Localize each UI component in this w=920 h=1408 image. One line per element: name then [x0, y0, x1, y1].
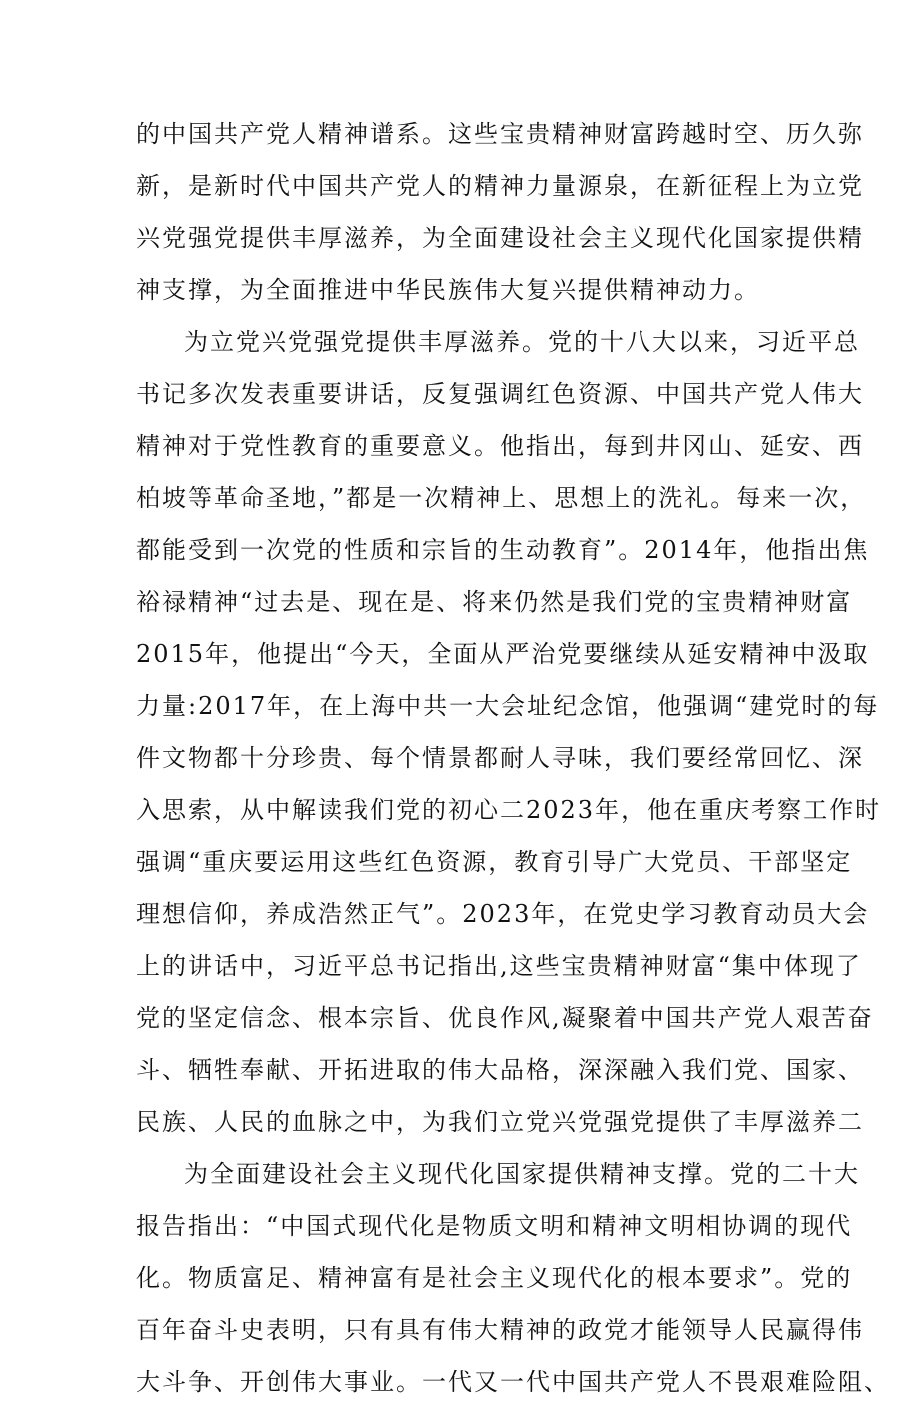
text-line: 强调“重庆要运用这些红色资源，教育引导广大党员、干部坚定	[136, 848, 853, 876]
text-line: 上的讲话中，习近平总书记指出,这些宝贵精神财富“集中体现了	[136, 952, 862, 980]
text-line: 理想信仰，养成浩然正气”。2023年，在党史学习教育动员大会	[136, 900, 870, 928]
text-line: 百年奋斗史表明，只有具有伟大精神的政党才能领导人民赢得伟	[136, 1316, 864, 1344]
text-line: 力量:2017年，在上海中共一大会址纪念馆，他强调“建党时的每	[136, 692, 880, 720]
text-line: 民族、人民的血脉之中，为我们立党兴党强党提供了丰厚滋养二	[136, 1108, 864, 1136]
text-line: 神支撑，为全面推进中华民族伟大复兴提供精神动力。	[136, 276, 760, 304]
text-line: 书记多次发表重要讲话，反复强调红色资源、中国共产党人伟大	[136, 380, 864, 408]
text-line: 斗、牺牲奉献、开拓进取的伟大品格，深深融入我们党、国家、	[136, 1056, 864, 1084]
text-line: 精神对于党性教育的重要意义。他指出，每到井冈山、延安、西	[136, 432, 864, 460]
document-body	[136, 108, 890, 1408]
text-line: 党的坚定信念、根本宗旨、优良作风,凝聚着中国共产党人艰苦奋	[136, 1004, 874, 1032]
text-line-first: 为立党兴党强党提供丰厚滋养。党的十八大以来，习近平总	[184, 328, 860, 356]
text-line: 2015年，他提出“今天，全面从严治党要继续从延安精神中汲取	[136, 640, 870, 668]
text-line: 都能受到一次党的性质和宗旨的生动教育”。2014年，他指出焦	[136, 536, 870, 564]
text-line: 化。物质富足、精神富有是社会主义现代化的根本要求”。党的	[136, 1264, 853, 1292]
text-line: 的中国共产党人精神谱系。这些宝贵精神财富跨越时空、历久弥	[136, 120, 864, 148]
text-line: 新，是新时代中国共产党人的精神力量源泉，在新征程上为立党	[136, 172, 864, 200]
text-line: 大斗争、开创伟大事业。一代又一代中国共产党人不畏艰难险阻、	[136, 1368, 890, 1396]
paragraph-1	[136, 108, 864, 316]
text-line: 柏坡等革命圣地，”都是一次精神上、思想上的洗礼。每来一次，	[136, 484, 867, 512]
text-line: 件文物都十分珍贵、每个情景都耐人寻味，我们要经常回忆、深	[136, 744, 864, 772]
text-line-first: 为全面建设社会主义现代化国家提供精神支撑。党的二十大	[184, 1160, 860, 1188]
text-line: 裕禄精神“过去是、现在是、将来仍然是我们党的宝贵精神财富	[136, 588, 853, 616]
paragraph-3	[136, 1148, 890, 1408]
text-line: 入思索，从中解读我们党的初心二2023年，他在重庆考察工作时	[136, 796, 882, 824]
text-line: 报告指出：“中国式现代化是物质文明和精神文明相协调的现代	[136, 1212, 853, 1240]
text-line: 兴党强党提供丰厚滋养，为全面建设社会主义现代化国家提供精	[136, 224, 864, 252]
paragraph-2	[136, 316, 882, 1148]
